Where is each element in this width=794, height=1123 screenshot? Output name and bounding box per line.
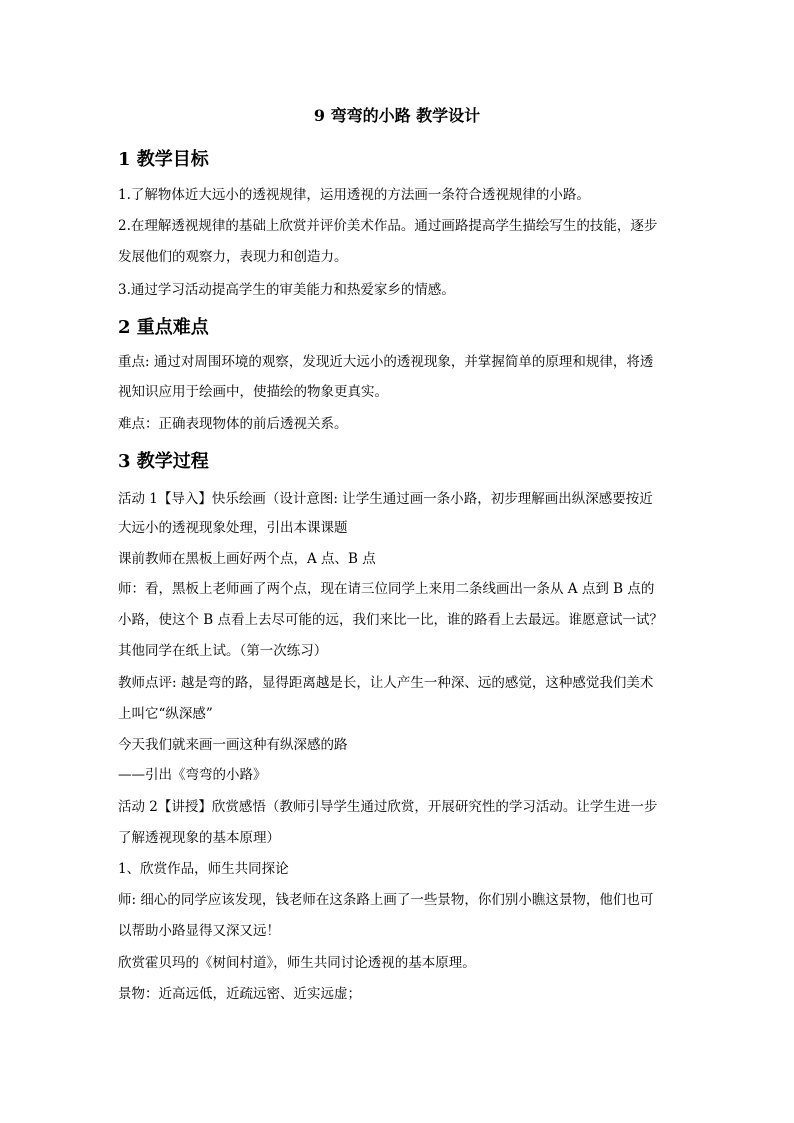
section-heading-key-points: 2 重点难点 xyxy=(118,317,209,338)
process-line: ——引出《弯弯的小路》 xyxy=(118,767,267,783)
process-line: 1、欣赏作品，师生共同探论 xyxy=(118,861,289,877)
document-title: 9 弯弯的小路 教学设计 xyxy=(313,106,481,125)
process-line: 其他同学在纸上试。（第一次练习） xyxy=(118,643,328,659)
difficult-point-line: 难点：正确表现物体的前后透视关系。 xyxy=(118,416,348,432)
process-line: 今天我们就来画一画这种有纵深感的路 xyxy=(118,737,348,753)
process-line: 大远小的透视现象处理，引出本课课题 xyxy=(118,520,348,536)
goal-item-2: 2.在理解透视规律的基础上欣赏并评价美术作品。通过画路提高学生描绘写生的技能，逐步 xyxy=(118,218,658,234)
goal-item-3: 3.通过学习活动提高学生的审美能力和热爱家乡的情感。 xyxy=(118,282,455,298)
process-line: 了解透视现象的基本原理） xyxy=(118,830,280,846)
section-heading-process: 3 教学过程 xyxy=(118,451,209,472)
process-line: 小路，使这个 B 点看上去尽可能的远，我们来比一比，谁的路看上去最远。谁愿意试一试？ xyxy=(118,612,664,628)
process-line: 课前教师在黑板上画好两个点，A 点、B 点 xyxy=(118,551,376,567)
process-line: 教师点评: 越是弯的路，显得距离越是长，让人产生一种深、远的感觉，这种感觉我们美术 xyxy=(118,675,654,691)
process-line: 活动 2【讲授】欣赏感悟（教师引导学生通过欣赏，开展研究性的学习活动。让学生进一步 xyxy=(118,799,658,815)
process-line: 景物：近高远低，近疏远密、近实远虚； xyxy=(118,986,361,1002)
process-line: 师：看，黑板上老师画了两个点，现在请三位同学上来用二条线画出一条从 A 点到 B 点的 xyxy=(118,581,655,597)
key-point-line-1: 重点: 通过对周围环境的观察，发现近大远小的透视现象，并掌握简单的原理和规律，将透 xyxy=(118,354,654,370)
process-line: 上叫它“纵深感” xyxy=(118,706,213,722)
process-line: 以帮助小路显得又深又远！ xyxy=(118,923,280,939)
key-point-line-2: 视知识应用于绘画中，使描绘的物象更真实。 xyxy=(118,384,388,400)
section-heading-goals: 1 教学目标 xyxy=(118,149,209,170)
goal-item-2-cont: 发展他们的观察力，表现力和创造力。 xyxy=(118,249,348,265)
goal-item-1: 1.了解物体近大远小的透视规律，运用透视的方法画一条符合透视规律的小路。 xyxy=(118,187,590,203)
process-line: 师: 细心的同学应该发现，钱老师在这条路上画了一些景物，你们别小瞧这景物，他们也可 xyxy=(118,892,654,908)
process-line: 活动 1【导入】快乐绘画（设计意图: 让学生通过画一条小路，初步理解画出纵深感要按近 xyxy=(118,491,653,507)
process-line: 欣赏霍贝玛的《树间村道》，师生共同讨论透视的基本原理。 xyxy=(118,955,476,971)
